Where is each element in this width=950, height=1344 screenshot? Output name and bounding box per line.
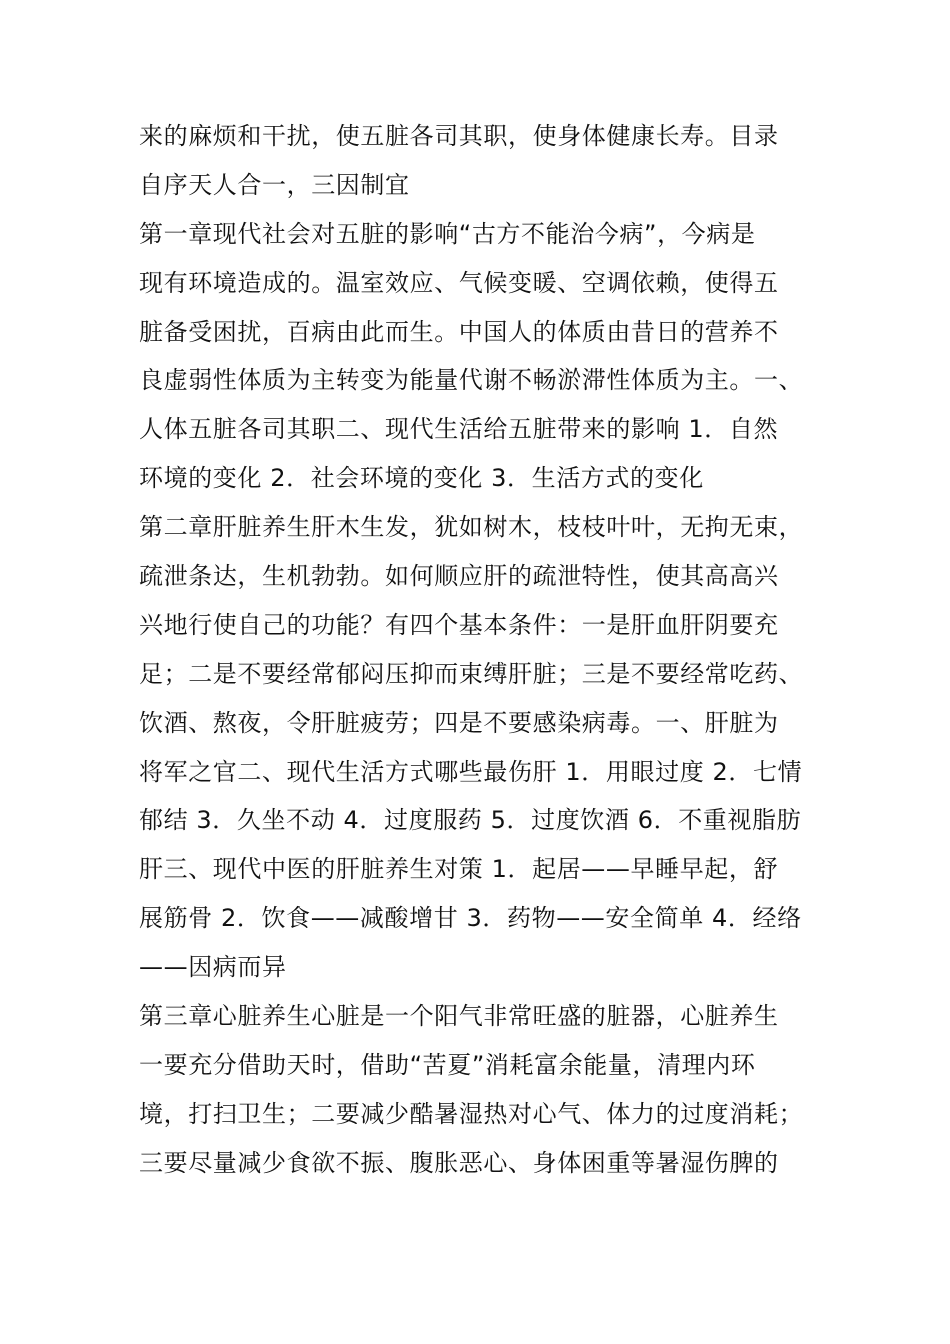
text-line: 兴地行使自己的功能？有四个基本条件：一是肝血肝阴要充 [139,610,779,639]
text-line: 三要尽量减少食欲不振、腹胀恶心、身体困重等暑湿伤脾的 [139,1148,779,1177]
text-line: 将军之官二、现代生活方式哪些最伤肝 1．用眼过度 2．七情 [139,757,803,786]
text-line: 第三章心脏养生心脏是一个阳气非常旺盛的脏器，心脏养生 [139,1002,779,1031]
body-text [139,112,839,1188]
text-line: 疏泄条达，生机勃勃。如何顺应肝的疏泄特性，使其高高兴 [139,562,779,591]
text-line: 一要充分借助天时，借助“苦夏”消耗富余能量，清理内环 [139,1050,756,1079]
text-line: 来的麻烦和干扰，使五脏各司其职，使身体健康长寿。目录 [139,122,779,150]
text-line: 境，打扫卫生；二要减少酷暑湿热对心气、体力的过度消耗； [139,1099,804,1128]
text-line: 第一章现代社会对五脏的影响“古方不能治今病”，今病是 [139,219,756,248]
text-line: 足；二是不要经常郁闷压抑而束缚肝脏；三是不要经常吃药、 [139,659,804,688]
text-line: 良虚弱性体质为主转变为能量代谢不畅淤滞性体质为主。一、 [139,366,804,395]
text-line: 郁结 3．久坐不动 4．过度服药 5．过度饮酒 6．不重视脂肪 [139,806,802,835]
text-line: 现有环境造成的。温室效应、气候变暖、空调依赖，使得五 [139,268,779,297]
text-line: 自序天人合一，三因制宜 [139,170,410,199]
text-line: 人体五脏各司其职二、现代生活给五脏带来的影响 1．自然 [139,415,779,444]
text-line: 肝三、现代中医的肝脏养生对策 1．起居——早睡早起，舒 [139,855,779,884]
text-line: 展筋骨 2．饮食——减酸增甘 3．药物——安全简单 4．经络 [139,904,802,933]
text-line: 脏备受困扰，百病由此而生。中国人的体质由昔日的营养不 [139,317,779,346]
text-line: 第二章肝脏养生肝木生发，犹如树木，枝枝叶叶，无拘无束， [139,513,804,542]
text-line: ——因病而异 [139,953,287,982]
text-line: 饮酒、熬夜，令肝脏疲劳；四是不要感染病毒。一、肝脏为 [139,708,779,737]
text-line: 环境的变化 2．社会环境的变化 3．生活方式的变化 [139,464,704,493]
